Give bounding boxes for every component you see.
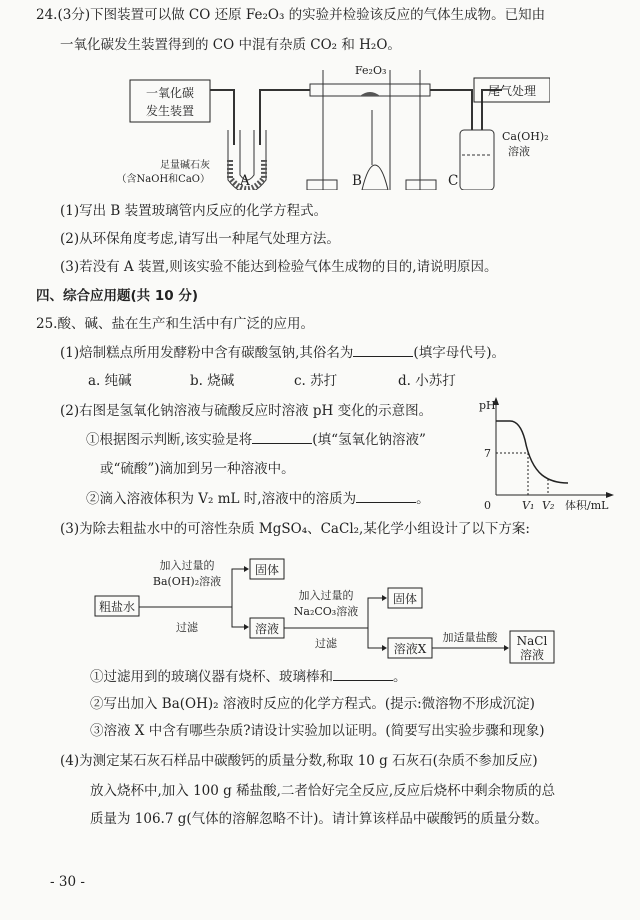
q24-sub3: (3)若没有 A 装置,则该实验不能达到检验气体生成物的目的,请说明原因。: [60, 259, 498, 275]
soda-lime-note: （含NaOH和CaO）: [116, 174, 210, 185]
option-d: d. 小苏打: [398, 373, 456, 389]
nacl-box: NaCl: [516, 634, 548, 648]
q24-sub1: (1)写出 B 装置玻璃管内反应的化学方程式。: [60, 203, 328, 219]
x-axis-label: 体积/mL: [565, 499, 609, 510]
add1b: Ba(OH)₂溶液: [152, 575, 222, 588]
v2-label: V₂: [542, 499, 555, 510]
q24-line1: 24.(3分)下图装置可以做 CO 还原 Fe₂O₃ 的实验并检验该反应的气体生成物。已知由: [36, 7, 546, 23]
tick-7: 7: [484, 447, 491, 460]
option-a: a. 纯碱: [88, 373, 132, 389]
q25-p3-1: [90, 668, 407, 686]
answer-blank[interactable]: [353, 344, 413, 357]
fe2o3-label: Fe₂O₃: [355, 64, 387, 77]
co-generator-label-2: 发生装置: [145, 104, 195, 118]
q25-p4c: 质量为 106.7 g(气体的溶解忽略不计)。请计算该样品中碳酸钙的质量分数。: [90, 811, 548, 827]
q25-p3: (3)为除去粗盐水中的可溶性杂质 MgSO₄、CaCl₂,某化学小组设计了以下方案:: [60, 521, 530, 537]
q25-p1: [60, 344, 505, 362]
tail-gas-label: 尾气处理: [487, 84, 537, 98]
solution-box: 溶液: [254, 622, 280, 636]
q25-p2-1: [86, 431, 426, 449]
solution-x-box: 溶液X: [393, 642, 427, 656]
text: ①根据图示判断,该实验是将: [86, 432, 253, 448]
add1a: 加入过量的: [159, 559, 215, 572]
ph-graph: [470, 395, 620, 510]
filter1: 过滤: [176, 621, 198, 634]
caoh2-label: Ca(OH)₂: [502, 130, 549, 143]
answer-blank[interactable]: [252, 431, 312, 444]
text: 。: [393, 669, 407, 685]
flowchart: [90, 555, 570, 665]
section-heading: 四、综合应用题(共 10 分): [36, 288, 199, 304]
answer-blank[interactable]: [333, 668, 393, 681]
hcl-label: 加适量盐酸: [442, 631, 498, 644]
q25-p4b: 放入烧杯中,加入 100 g 稀盐酸,二者恰好完全反应,反应后烧杯中剩余物质的总: [90, 783, 556, 799]
q25-p3-3: ③溶液 X 中含有哪些杂质?请设计实验加以证明。(简要写出实验步骤和现象): [90, 723, 545, 739]
v1-label: V₁: [522, 499, 535, 510]
q24-line2: 一氧化碳发生装置得到的 CO 中混有杂质 CO₂ 和 H₂O。: [60, 37, 401, 53]
q24-sub2: (2)从环保角度考虑,请写出一种尾气处理方法。: [60, 231, 340, 247]
text: ①过滤用到的玻璃仪器有烧杯、玻璃棒和: [90, 669, 333, 685]
solution-label: 溶液: [508, 145, 530, 158]
crude-salt-box: 粗盐水: [98, 600, 136, 614]
text: (1)焙制糕点所用发酵粉中含有碳酸氢钠,其俗名为: [60, 345, 354, 361]
q25-p4a: (4)为测定某石灰石样品中碳酸钙的质量分数,称取 10 g 石灰石(杂质不参加反应): [60, 753, 538, 769]
origin-label: 0: [484, 499, 491, 510]
filter2: 过滤: [315, 637, 337, 650]
q25-intro: 25.酸、碱、盐在生产和生活中有广泛的应用。: [36, 316, 314, 332]
q25-p2-1c: 或“硫酸”)滴加到另一种溶液中。: [100, 461, 295, 477]
q25-p2-2: [86, 490, 430, 508]
label-a: A: [240, 173, 250, 189]
q25-p2: (2)右图是氢氧化钠溶液与硫酸反应时溶液 pH 变化的示意图。: [60, 403, 433, 419]
text: 。: [416, 491, 430, 507]
text: ②滴入溶液体积为 V₂ mL 时,溶液中的溶质为: [86, 491, 357, 507]
add2b: Na₂CO₃溶液: [293, 605, 359, 618]
solid-box-2: 固体: [392, 592, 418, 606]
option-b: b. 烧碱: [190, 373, 235, 389]
answer-blank[interactable]: [356, 490, 416, 503]
ph-curve: [496, 421, 568, 483]
solid-box-1: 固体: [254, 563, 280, 577]
text: (填字母代号)。: [413, 345, 505, 361]
soda-lime-label: 足量碱石灰: [160, 160, 210, 171]
apparatus-diagram: [110, 60, 550, 190]
option-c: c. 苏打: [294, 373, 338, 389]
nacl-box-2: 溶液: [519, 648, 545, 662]
q25-p3-2: ②写出加入 Ba(OH)₂ 溶液时反应的化学方程式。(提示:微溶物不形成沉淀): [90, 696, 535, 712]
y-axis-label: pH: [479, 399, 496, 412]
text: (填“氢氧化钠溶液”: [312, 432, 426, 448]
page-number: - 30 -: [50, 874, 85, 890]
add2a: 加入过量的: [298, 589, 354, 602]
label-b: B: [352, 173, 362, 189]
co-generator-label: 一氧化碳: [145, 86, 195, 100]
label-c: C: [448, 173, 459, 189]
